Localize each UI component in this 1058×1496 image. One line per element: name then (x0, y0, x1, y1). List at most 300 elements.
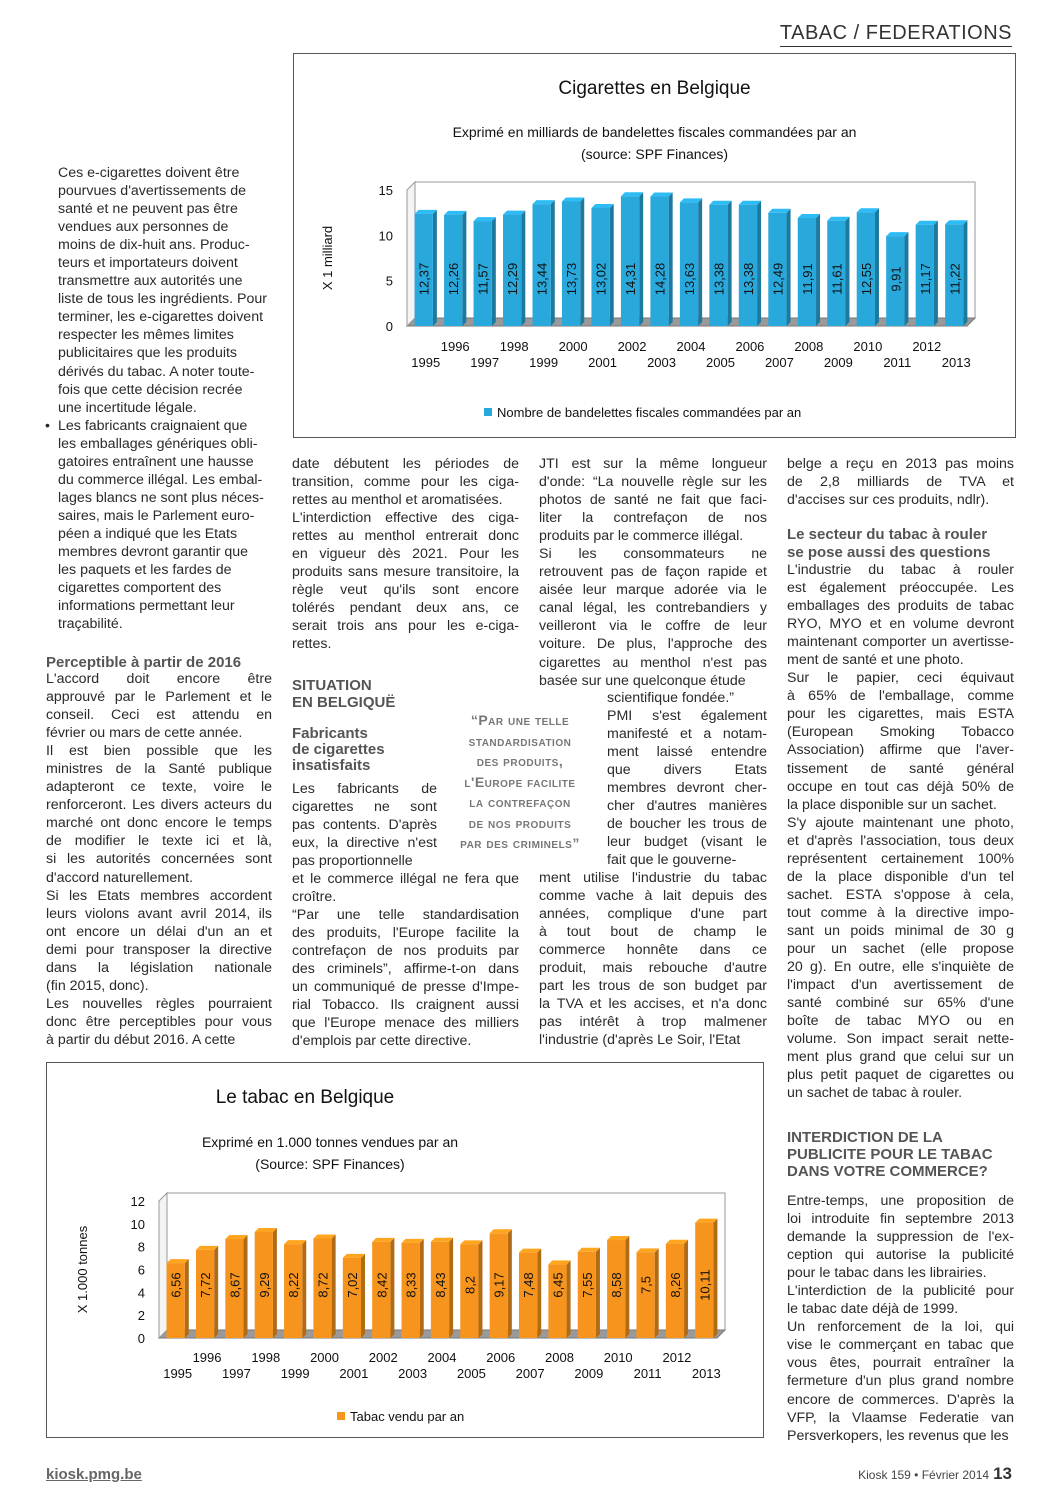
text-line: transition, comme pour les ciga- (292, 474, 519, 491)
text-line: respecter les mêmes limites (58, 327, 234, 344)
text-line: L'interdiction de la publicité pour (787, 1283, 1014, 1300)
column-4-body (787, 561, 1014, 1102)
text-line: des produits, l'Europe facilite la (292, 925, 519, 942)
chart-tabac (46, 1062, 764, 1438)
text-line: serait trois ans pour les e-ciga- (292, 618, 519, 635)
x-tick-label: 1995 (163, 1366, 193, 1381)
bar-value-label: 11,57 (475, 263, 491, 295)
issue-label: Kiosk 159 • Février 2014 (858, 1468, 990, 1482)
pull-quote (440, 710, 600, 854)
chart-title: Le tabac en Belgique (215, 1087, 395, 1108)
text-line: canal légal, les contrebandiers y (539, 600, 767, 617)
y-tick-label: 10 (378, 228, 393, 244)
text-line: Ces e-cigarettes doivent être (58, 165, 240, 181)
bar-side (449, 1238, 453, 1338)
column-3-top (539, 455, 767, 690)
text-line: traçabilité. (58, 616, 123, 633)
bar-side (302, 1240, 306, 1338)
legend-label: Tabac vendu par an (350, 1409, 465, 1424)
bar-side (904, 232, 908, 326)
bar-value-label: 13,44 (534, 262, 550, 296)
x-tick-label: 2009 (574, 1366, 604, 1381)
bar-side (816, 214, 820, 326)
bar-value-label: 12,55 (858, 262, 874, 296)
text-line: représentent certainement 100% (787, 850, 1014, 867)
text-line: saires, mais le Parlement euro- (58, 507, 255, 524)
y-axis-label: X 1.000 tonnes (75, 1225, 90, 1314)
y-axis-label: X 1 milliard (320, 225, 335, 291)
text-line: par des criminels” (460, 835, 580, 851)
bar (591, 204, 613, 326)
bar-side (537, 1249, 541, 1338)
bar (343, 1254, 365, 1338)
bar-side (244, 1235, 248, 1338)
bar-value-label: 8,33 (403, 1272, 419, 1298)
text-line: Les nouvelles règles pourraient (46, 995, 272, 1012)
x-tick-label: 2011 (883, 355, 912, 370)
bar (474, 217, 496, 326)
text-line: lages blancs ne sont plus néces- (58, 489, 264, 506)
text-line: Entre-temps, une proposition de (787, 1193, 1014, 1209)
bar-side (521, 211, 525, 326)
text-line: les paquets et les fardes de (58, 562, 232, 579)
text-line: que l'Europe menace des milliers (292, 1015, 519, 1032)
y-tick-label: 6 (137, 1262, 145, 1278)
text-line: rettes. (292, 636, 332, 653)
text-line: ception qui autorise la publicité (787, 1247, 1014, 1264)
text-line: et le commerce illégal ne fera que (292, 871, 519, 887)
x-tick-label: 2013 (691, 1366, 721, 1381)
text-line: (fin 2015, donc). (46, 977, 149, 994)
text-line: basée sur une quelconque étude (539, 672, 746, 689)
text-line: années, complique d'une part (539, 906, 767, 923)
text-line: en vigueur dès 2021. Pour les (292, 546, 519, 563)
bar (402, 1239, 424, 1338)
text-line: RYO, MYO et en volume devront (787, 616, 1014, 633)
text-line: S'y ajoute maintenant une photo, (787, 814, 1014, 831)
bar-side (214, 1246, 218, 1338)
section-situation: SITUATION EN BELGIQUË (292, 677, 396, 711)
bar-side (273, 1228, 277, 1338)
column-1-intro (45, 164, 272, 633)
x-tick-label: 2002 (617, 339, 647, 354)
text-line: vise le commerçant en tabac que (787, 1337, 1014, 1354)
text-line: pour les cigarettes, mais ESTA (787, 706, 1014, 723)
x-tick-label: 2004 (427, 1350, 457, 1365)
text-line: veilleront via le coffre de leur (539, 618, 767, 635)
text-line: Sur le papier, ceci équivaut (787, 670, 1014, 687)
x-tick-label: 2012 (662, 1350, 692, 1365)
text-line: commerce honnête dans ce (539, 942, 767, 959)
bar (798, 214, 820, 326)
text-line: demi pour transposer la directive (46, 941, 272, 958)
x-tick-label: 2006 (735, 339, 765, 354)
text-line: sant un poids minimal de 30 g (787, 922, 1014, 939)
text-line: part les trous de son budget par (539, 978, 767, 995)
bar-value-label: 11,22 (947, 263, 963, 295)
text-line: ment utilise l'industrie du tabac (539, 870, 767, 886)
x-tick-label: 2013 (941, 355, 971, 370)
bar-front (650, 197, 668, 326)
bar-value-label: 11,17 (917, 263, 933, 295)
text-line: produit, mais rebouche d'autre (539, 960, 767, 977)
text-line: règle veut qu'ils sont encore (292, 582, 519, 599)
x-tick-label: 2001 (588, 355, 618, 370)
text-line: “Par une telle standardisation (292, 907, 519, 924)
text-line: Si les consommateurs ne (539, 546, 767, 563)
bar (431, 1238, 453, 1338)
bar (827, 217, 849, 326)
bar (680, 198, 702, 326)
plot-side-wall (407, 182, 415, 326)
text-line: tissement de santé général (787, 760, 1014, 777)
bar (695, 1219, 717, 1338)
text-line: pas contents. D'après (292, 817, 437, 834)
text-line: pourvues d'avertissements de (58, 183, 247, 200)
bar (548, 1260, 570, 1338)
bar (562, 198, 584, 326)
bar-value-label: 8,22 (286, 1272, 302, 1298)
text-line: membres devront garantir que (58, 543, 249, 560)
text-line: des criminels”, affirme-t-on dans (292, 961, 519, 978)
text-line: cigarettes au menthol n'est pas (539, 654, 767, 671)
text-line: et d'après l'association, tous deux (787, 832, 1014, 849)
bar-side (478, 1240, 482, 1338)
text-line: transmettre aux autorités une (58, 273, 243, 290)
legend-swatch (484, 408, 492, 416)
text-line: l'impact d'un avertissement de (787, 977, 1014, 994)
bar-value-label: 11,61 (829, 263, 845, 295)
bar-value-label: 12,26 (446, 262, 462, 296)
text-line: aisée leur marque adorée via le (539, 582, 767, 599)
text-line: demande la suppression de l'ex- (787, 1229, 1014, 1246)
y-tick-label: 0 (137, 1331, 145, 1346)
text-line: 20 g). En outre, elle s'inquiète de (787, 959, 1014, 976)
chart-title: Cigarettes en Belgique (558, 78, 751, 99)
bar-side (332, 1234, 336, 1338)
chart-subtitle-2: (Source: SPF Finances) (255, 1156, 405, 1172)
bar-value-label: 14,28 (652, 262, 668, 296)
text-line: tout comme à la directive impo- (787, 904, 1014, 921)
column-2-narrow (292, 780, 437, 870)
text-line: à 65% de l'emballage, comme (787, 688, 1014, 705)
x-tick-label: 2006 (486, 1350, 516, 1365)
x-tick-label: 1996 (440, 339, 470, 354)
x-tick-label: 1995 (411, 355, 441, 370)
bar-value-label: 9,17 (491, 1272, 507, 1298)
bar (650, 193, 672, 326)
text-line: marché ont donc encore le temps (46, 815, 272, 832)
bar-value-label: 11,91 (799, 263, 815, 295)
bar-side (934, 221, 938, 326)
text-line: dérivés du tabac. A noter toute- (58, 363, 255, 380)
text-line: standardisation (468, 732, 572, 749)
text-line: Les fabricants de (292, 781, 437, 797)
legend-swatch (337, 1412, 345, 1420)
x-tick-label: 1996 (192, 1350, 222, 1365)
bar (415, 210, 437, 326)
text-line: liter la contrefaçon de nos (539, 510, 767, 527)
text-line: volume. Son impact serait nette- (787, 1031, 1014, 1048)
text-line: L'interdiction effective des ciga- (292, 510, 519, 527)
bar-value-label: 7,48 (521, 1272, 537, 1298)
text-line: manifesté et a notam- (607, 726, 767, 743)
text-line: de la place disponible d'un tel (787, 868, 1014, 885)
text-line: la contrefaçon (469, 794, 571, 810)
bar-side (728, 201, 732, 326)
text-line: un communiqué de presse d'Impe- (292, 979, 519, 996)
text-line: ministres de la Santé publique (46, 761, 272, 778)
text-line: liste de tous les ingrédients. Pour (58, 291, 267, 308)
text-line: est également préoccupée. Les (787, 580, 1014, 597)
bar-side (462, 211, 466, 326)
text-line: photos de santé ne fait que faci- (539, 492, 767, 509)
text-line: la TVA et les accises, et n'a donc (539, 996, 767, 1013)
x-tick-label: 2010 (603, 1350, 633, 1365)
text-line: santé et ne peuvent pas être (58, 201, 238, 218)
bar-side (610, 204, 614, 326)
text-line: teurs et importateurs doivent (58, 255, 238, 272)
x-tick-label: 2011 (633, 1366, 662, 1381)
text-line: d'accises sur ces produits, ndlr). (787, 492, 990, 509)
bar-side (639, 192, 643, 326)
bar-value-label: 8,72 (315, 1272, 331, 1298)
text-line: rettes au menthol entrerait donc (292, 528, 519, 545)
text-line: comme vache à lait depuis des (539, 888, 767, 905)
bar (621, 192, 643, 326)
text-line: le tabac date déjà de 1999. (787, 1301, 959, 1318)
bar-side (669, 193, 673, 326)
footer-site-link[interactable]: kiosk.pmg.be (46, 1466, 142, 1483)
bar-side (846, 217, 850, 326)
bar (490, 1229, 512, 1338)
text-line: ment de santé et une photo. (787, 652, 964, 669)
text-line: pas intérêt à trop malmener (539, 1014, 767, 1031)
text-line: cigarettes ne sont (292, 799, 437, 816)
chart-subtitle-1: Exprimé en 1.000 tonnes vendues par an (201, 1134, 459, 1150)
text-line: “Par une telle (470, 712, 570, 728)
column-3-narrow (607, 689, 767, 869)
text-line: informations permettant leur (58, 598, 235, 615)
text-line: renforceront. Les divers acteurs du (46, 797, 272, 814)
bar (666, 1240, 688, 1338)
x-tick-label: 1998 (251, 1350, 281, 1365)
bar (255, 1228, 277, 1338)
text-line: du commerce illégal. Les embal- (58, 471, 263, 488)
bar-side (655, 1248, 659, 1338)
x-tick-label: 1998 (499, 339, 529, 354)
text-line: fermeture d'un plus grand nombre (787, 1373, 1014, 1390)
text-line: emballages des produits de tabac (787, 598, 1014, 615)
plot-side-wall (159, 1193, 167, 1338)
text-line: d'accord naturellement. (46, 869, 194, 886)
bar (167, 1259, 189, 1338)
legend-label: Nombre de bandelettes fiscales commandées par an (497, 405, 802, 420)
chart-subtitle-1: Exprimé en milliards de bandelettes fiscales commandées par an (452, 124, 857, 140)
bar-value-label: 8,26 (667, 1272, 683, 1298)
y-tick-label: 4 (137, 1285, 145, 1301)
text-line: moins de dix-huit ans. Produc- (58, 237, 250, 254)
column-4-body-2 (787, 1192, 1014, 1445)
x-tick-label: 1997 (221, 1366, 251, 1381)
y-tick-label: 15 (378, 183, 393, 198)
text-line: fait que le gouverne- (607, 852, 737, 869)
section-interdiction: INTERDICTION DE LA PUBLICITE POUR LE TABAC DANS VOTRE COMMERCE? (787, 1129, 993, 1180)
bar-value-label: 12,29 (505, 262, 521, 296)
column-4-top (787, 455, 1014, 509)
text-line: retrouvent pas de façon rapide et (539, 564, 767, 581)
bar (857, 208, 879, 326)
bar (519, 1249, 541, 1338)
text-line: produits sans mesure transitoire, la (292, 564, 519, 581)
bar-side (567, 1260, 571, 1338)
text-line: vous êtes, pourrait entraîner la (787, 1355, 1014, 1372)
bar-side (492, 217, 496, 326)
bar-side (420, 1239, 424, 1338)
text-line: à partir du début 2016. A cette (46, 1031, 236, 1048)
bar (578, 1248, 600, 1338)
heading-tabac-rouler: Le secteur du tabac à rouler se pose aussi des questions (787, 526, 991, 561)
x-tick-label: 2007 (764, 355, 794, 370)
text-line: L'industrie du tabac à rouler (787, 562, 1014, 578)
bar-value-label: 7,72 (198, 1272, 214, 1298)
text-line: Persverkopers, les revenus que les (787, 1427, 1009, 1444)
text-line: gatoires entraînent une hausse (58, 453, 254, 470)
text-line: de nos produits (468, 814, 572, 831)
text-line: boîte de tabac MYO ou en (787, 1013, 1014, 1030)
text-line: (European Smoking Tobacco (787, 724, 1014, 741)
bar-side (508, 1229, 512, 1338)
bullet-item (45, 417, 272, 634)
text-line: Les fabricants craignaient que (58, 417, 248, 434)
text-line: maintenant comporter un avertisse- (787, 634, 1014, 651)
text-line: PMI s'est également (607, 708, 767, 725)
text-line: membres devront cher- (607, 780, 767, 797)
bar (196, 1246, 218, 1338)
text-line: ment plus grand que celui sur un (787, 1049, 1014, 1066)
text-line: pour un sachet (elle propose (787, 940, 1014, 957)
x-tick-label: 2000 (558, 339, 588, 354)
bar-value-label: 10,11 (697, 1269, 713, 1301)
text-line: rettes au menthol et aromatisées. (292, 492, 503, 509)
text-line: péen a indiqué que les Etats (58, 525, 238, 542)
text-line: belge a reçu en 2013 pas moins (787, 456, 1014, 472)
bar-value-label: 7,02 (344, 1272, 360, 1298)
text-line: de 2,8 milliards de TVA et (787, 474, 1014, 491)
bar (945, 220, 967, 326)
x-tick-label: 2004 (676, 339, 706, 354)
bar-side (713, 1219, 717, 1338)
bar-value-label: 12,37 (416, 262, 432, 296)
text-line: encore de commerces. D'après la (787, 1391, 1014, 1408)
text-line: de modifier le texte ici et là, (46, 833, 272, 850)
text-line: occupe en tout cas déjà 50% de (787, 778, 1014, 795)
text-line: leur budget (visant le (607, 834, 767, 851)
bar-value-label: 13,73 (564, 262, 580, 296)
bar-value-label: 13,63 (682, 262, 697, 296)
bar-value-label: 6,56 (168, 1272, 184, 1298)
x-tick-label: 2009 (823, 355, 853, 370)
column-2-top (292, 455, 519, 654)
x-tick-label: 2002 (368, 1350, 398, 1365)
x-tick-label: 2001 (339, 1366, 369, 1381)
text-line: à tout bout de champ le (539, 924, 767, 941)
text-line: leurs violons avant avril 2014, ils (46, 905, 272, 922)
bar (532, 200, 554, 326)
text-line: publicitaires que les produits (58, 345, 238, 362)
text-line: un sachet de tabac à rouler. (787, 1085, 963, 1102)
text-line: conseil. Ceci est attendu en (46, 707, 272, 724)
text-line: cher d'autres manières (607, 798, 767, 815)
bar-value-label: 7,5 (638, 1275, 654, 1295)
text-line: JTI est sur la même longueur (539, 456, 767, 472)
bar-value-label: 9,91 (888, 266, 904, 292)
bar-side (757, 201, 761, 326)
x-tick-label: 2010 (853, 339, 883, 354)
bar (313, 1234, 335, 1338)
text-line: février ou mars de cette année. (46, 725, 243, 742)
text-line: scientifique fondée.” (607, 690, 734, 706)
bar (372, 1238, 394, 1338)
bar (916, 221, 938, 326)
text-line: terminer, les e-cigarettes doivent (58, 309, 264, 326)
text-line: plus petit paquet de cigarettes ou (787, 1067, 1014, 1084)
text-line: les emballages génériques obli- (58, 435, 258, 452)
text-line: eux, la directive n'est (292, 835, 437, 852)
bar (607, 1236, 629, 1338)
bar-side (185, 1259, 189, 1338)
column-3-bottom (539, 869, 767, 1049)
bar-side (787, 209, 791, 326)
bar (503, 211, 525, 326)
bar (444, 211, 466, 326)
heading-perceptible: Perceptible à partir de 2016 (46, 654, 242, 671)
bar-side (390, 1238, 394, 1338)
text-line: cigarettes comportent des (58, 580, 222, 597)
x-tick-label: 2003 (647, 355, 676, 370)
bar-side (551, 200, 555, 326)
x-tick-label: 2000 (310, 1350, 339, 1365)
section-header: TABAC / FEDERATIONS (780, 22, 1012, 47)
text-line: approuvé par le Parlement et le (46, 689, 272, 706)
bar-value-label: 6,45 (550, 1272, 566, 1298)
text-line: vendues aux personnes de (58, 219, 229, 236)
bar-value-label: 8,2 (462, 1275, 478, 1295)
text-line: tolérés pendant deux ans, ce (292, 600, 519, 617)
bar-value-label: 8,43 (433, 1272, 448, 1298)
x-tick-label: 2003 (398, 1366, 428, 1381)
bar (284, 1240, 306, 1338)
subheading-fabricants: Fabricants de cigarettes insatisfaits (292, 725, 385, 774)
bar (886, 232, 908, 326)
x-tick-label: 2012 (912, 339, 942, 354)
text-line: la place disponible sur un sachet. (787, 796, 997, 813)
bar-front (621, 196, 639, 326)
text-line: l'Europe facilite (464, 773, 576, 790)
text-line: sachet. ESTA s'oppose à cela, (787, 886, 1014, 903)
chart-cigarettes (293, 53, 1016, 438)
text-line: ont encore un délai d'un an et (46, 923, 272, 940)
bar (739, 201, 761, 326)
bar-side (596, 1248, 600, 1338)
bar (636, 1248, 658, 1338)
chart-subtitle-2: (source: SPF Finances) (580, 146, 729, 162)
bar-value-label: 13,38 (740, 262, 756, 296)
text-line: d'emplois par cette directive. (292, 1033, 472, 1050)
text-line: produits par le commerce illégal. (539, 528, 744, 545)
text-line: fois que cette décision recrée (58, 381, 243, 398)
text-line: que divers Etats (607, 762, 767, 779)
